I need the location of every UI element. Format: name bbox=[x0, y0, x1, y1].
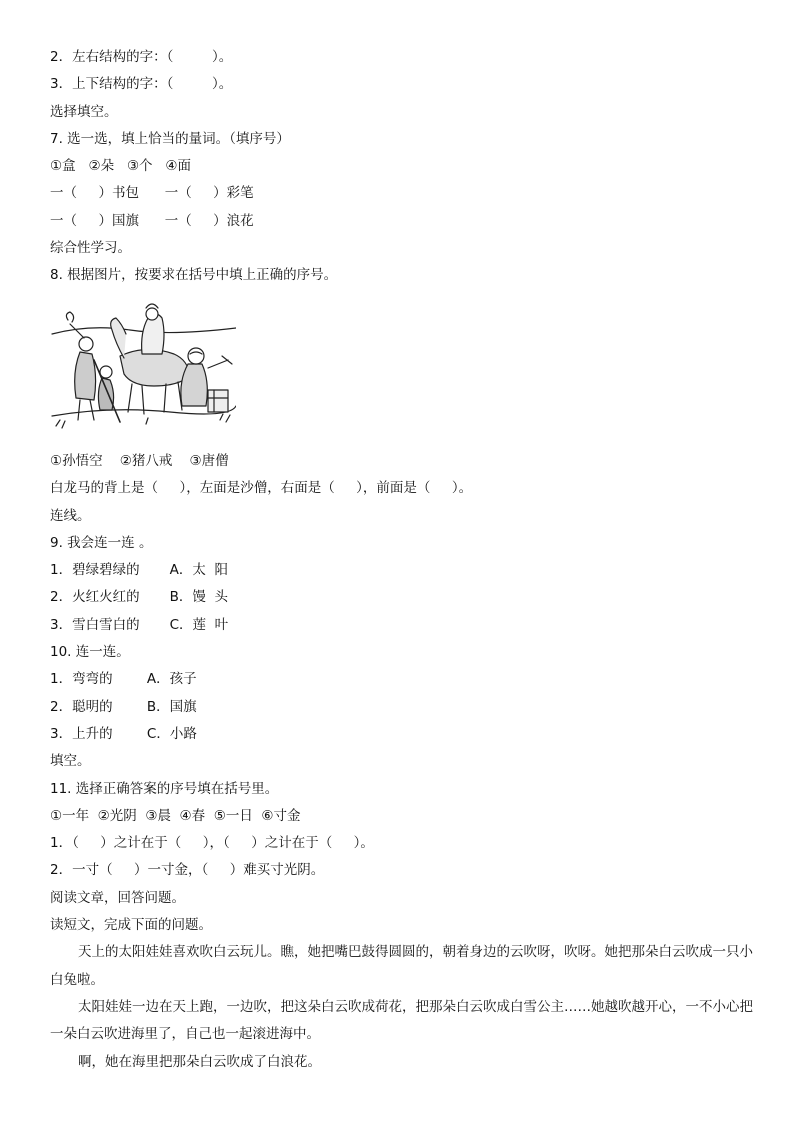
q11-title: 11. 选择正确答案的序号填在括号里。 bbox=[50, 780, 279, 797]
q7-row-2: 一（ ）国旗 一（ ）浪花 bbox=[50, 212, 254, 229]
section-heading-comprehensive: 综合性学习。 bbox=[50, 240, 131, 257]
q9-title: 9. 我会连一连 。 bbox=[50, 534, 153, 551]
q8-question: 白龙马的背上是（ ），左面是沙僧，右面是（ ），前面是（ ）。 bbox=[50, 480, 473, 497]
section-heading-fill: 填空。 bbox=[50, 753, 91, 770]
q-top-bottom-structure: 3．上下结构的字：（ ）。 bbox=[50, 76, 233, 93]
q10-title: 10. 连一连。 bbox=[50, 644, 130, 661]
q11-row-2: 2．一寸（ ）一寸金，（ ）难买寸光阴。 bbox=[50, 862, 325, 879]
q10-row-1: 1．弯弯的 A．孩子 bbox=[50, 671, 197, 688]
q8-options: ①孙悟空 ②猪八戒 ③唐僧 bbox=[50, 452, 229, 469]
worksheet-page bbox=[50, 44, 760, 1076]
q7-options: ①盒 ②朵 ③个 ④面 bbox=[50, 158, 192, 175]
section-heading-choose-fill: 选择填空。 bbox=[50, 103, 118, 120]
q7-title: 7. 选一选，填上恰当的量词。（填序号） bbox=[50, 130, 290, 147]
reading-paragraph-1: 天上的太阳娃娃喜欢吹白云玩儿。瞧，她把嘴巴鼓得圆圆的，朝着身边的云吹呀，吹呀。她把那朵白云吹成一只小白兔啦。 bbox=[50, 944, 753, 988]
section-heading-reading: 阅读文章，回答问题。 bbox=[50, 889, 185, 906]
q-left-right-structure: 2．左右结构的字：（ ）。 bbox=[50, 49, 233, 65]
journey-west-illustration bbox=[50, 294, 236, 436]
q10-row-3: 3．上升的 C．小路 bbox=[50, 725, 197, 742]
section-heading-connect: 连线。 bbox=[50, 507, 91, 524]
q9-row-3: 3．雪白雪白的 C．莲 叶 bbox=[50, 616, 229, 633]
reading-instruction: 读短文，完成下面的问题。 bbox=[50, 917, 212, 934]
q8-title: 8. 根据图片，按要求在括号中填上正确的序号。 bbox=[50, 267, 338, 284]
q11-options: ①一年 ②光阴 ③晨 ④春 ⑤一日 ⑥寸金 bbox=[50, 807, 301, 824]
q11-row-1: 1．（ ）之计在于（ ），（ ）之计在于（ ）。 bbox=[50, 835, 374, 852]
q7-row-1: 一（ ）书包 一（ ）彩笔 bbox=[50, 185, 254, 202]
reading-paragraph-3: 啊，她在海里把那朵白云吹成了白浪花。 bbox=[78, 1053, 321, 1070]
reading-paragraph-2: 太阳娃娃一边在天上跑，一边吹，把这朵白云吹成荷花，把那朵白云吹成白雪公主……她越吹越开心，一不小心把一朵白云吹进海里了，自己也一起滚进海中。 bbox=[50, 998, 753, 1043]
q10-row-2: 2．聪明的 B．国旗 bbox=[50, 698, 197, 715]
q9-row-1: 1．碧绿碧绿的 A．太 阳 bbox=[50, 562, 228, 579]
q9-row-2: 2．火红火红的 B．馒 头 bbox=[50, 589, 228, 606]
